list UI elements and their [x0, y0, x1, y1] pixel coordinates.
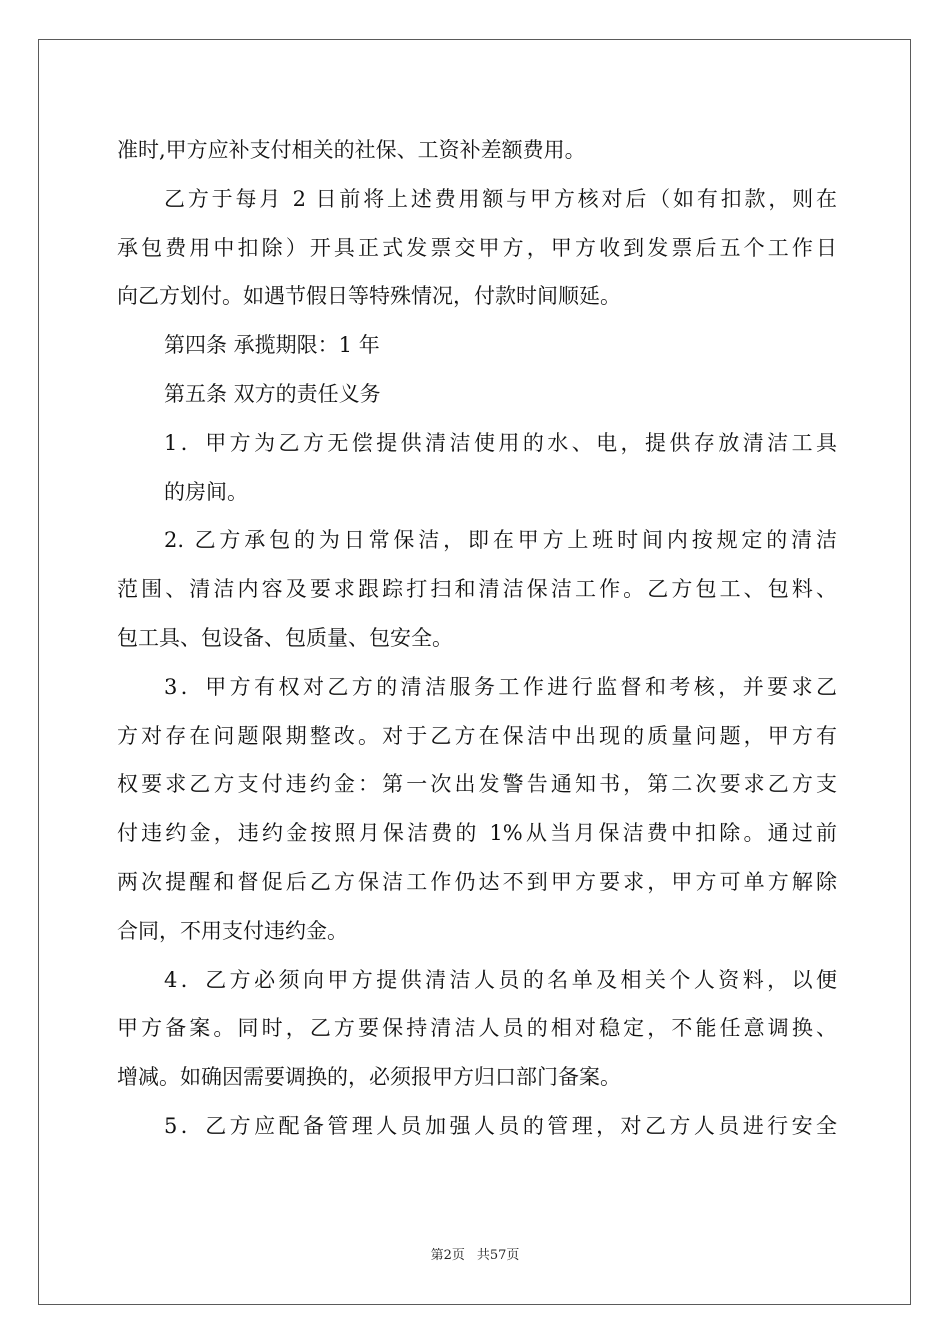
text-line: 第五条 双方的责任义务 [164, 381, 381, 406]
text-line: 5．乙方应配备管理人员加强人员的管理，对乙方人员进行安全 [164, 1113, 837, 1138]
text-line: 包工具、包设备、包质量、包安全。 [117, 625, 453, 650]
text-line: 两次提醒和督促后乙方保洁工作仍达不到甲方要求，甲方可单方解除 [117, 869, 837, 894]
text-line: 第四条 承揽期限：1 年 [164, 333, 380, 358]
text-line: 4．乙方必须向甲方提供清洁人员的名单及相关个人资料，以便 [164, 967, 837, 992]
page-number: 第2页 [430, 1248, 465, 1263]
document-body [117, 126, 837, 1151]
text-line: 范围、清洁内容及要求跟踪打扫和清洁保洁工作。乙方包工、包料、 [117, 577, 837, 602]
text-line: 准时,甲方应补支付相关的社保、工资补差额费用。 [117, 138, 586, 162]
text-line: 权要求乙方支付违约金：第一次出发警告通知书，第二次要求乙方支 [117, 772, 837, 797]
page-footer [0, 1244, 950, 1263]
text-line: 合同，不用支付违约金。 [117, 918, 348, 943]
text-line: 1．甲方为乙方无偿提供清洁使用的水、电，提供存放清洁工具 [164, 430, 837, 455]
text-line: 方对存在问题限期整改。对于乙方在保洁中出现的质量问题，甲方有 [117, 723, 837, 748]
text-line: 承包费用中扣除）开具正式发票交甲方，甲方收到发票后五个工作日 [117, 235, 837, 260]
text-line: 的房间。 [164, 479, 248, 504]
text-line: 增减。如确因需要调换的，必须报甲方归口部门备案。 [117, 1065, 621, 1090]
text-line: 3．甲方有权对乙方的清洁服务工作进行监督和考核，并要求乙 [164, 674, 837, 699]
text-line: 2. 乙方承包的为日常保洁，即在甲方上班时间内按规定的清洁 [164, 528, 837, 553]
text-line: 乙方于每月 2 日前将上述费用额与甲方核对后（如有扣款，则在 [164, 186, 837, 211]
text-line: 向乙方划付。如遇节假日等特殊情况，付款时间顺延。 [117, 284, 621, 309]
page-total: 共57页 [476, 1248, 520, 1263]
text-line: 付违约金，违约金按照月保洁费的 1%从当月保洁费中扣除。通过前 [117, 821, 837, 846]
text-line: 甲方备案。同时，乙方要保持清洁人员的相对稳定，不能任意调换、 [117, 1016, 837, 1041]
